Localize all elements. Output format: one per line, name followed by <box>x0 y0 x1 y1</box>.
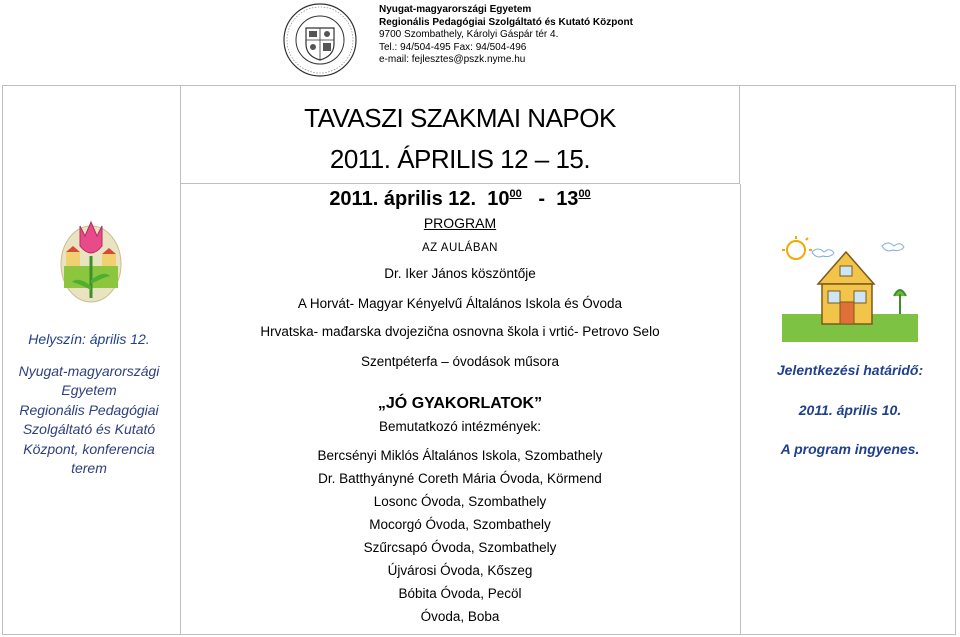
schedule-date: 2011. április 12. <box>329 188 477 210</box>
institution-item: Losonc Óvoda, Szombathely <box>373 494 547 509</box>
program-welcome: Dr. Iker János köszöntője <box>384 266 536 281</box>
free-program-note: A program ingyenes. <box>780 441 920 457</box>
institution-item: Óvoda, Boba <box>420 609 500 624</box>
venue-info <box>4 330 174 479</box>
venue-label: Helyszín: április 12. <box>28 331 150 347</box>
header-university: Nyugat-magyarországi Egyetem <box>379 4 532 15</box>
venue-line: Központ, konferencia <box>23 440 155 457</box>
venue-line: Nyugat-magyarországi <box>18 362 160 379</box>
deadline-label: Jelentkezési határidő: <box>776 362 924 378</box>
deadline-date: 2011. április 10. <box>798 402 902 418</box>
presenting-label: Bemutatkozó intézmények: <box>378 419 542 434</box>
start-hour: 10 <box>487 188 510 210</box>
institution-item: Bóbita Óvoda, Pecöl <box>398 586 522 601</box>
header-phone-fax: Tel.: 94/504-495 Fax: 94/504-496 <box>379 41 527 53</box>
header-center: Regionális Pedagógiai Szolgáltató és Kutató Központ <box>379 16 633 28</box>
venue-line: Szolgáltató és Kutató <box>22 421 156 437</box>
institution-item: Bercsényi Miklós Általános Iskola, Szombathely <box>317 448 603 463</box>
institution-item: Mocorgó Óvoda, Szombathely <box>369 517 551 532</box>
tulip-clipart-icon <box>58 216 124 304</box>
university-seal-icon <box>282 2 358 78</box>
good-practice-heading: „JÓ GYAKORLATOK” <box>377 395 543 412</box>
header-email: e-mail: fejlesztes@pszk.nyme.hu <box>379 54 526 66</box>
program-show: Szentpéterfa – óvodások műsora <box>360 354 560 369</box>
schedule-line <box>180 188 740 211</box>
program-school-hu: A Horvát- Magyar Kényelvű Általános Iskola és Óvoda <box>297 296 623 311</box>
program-school-hr: Hrvatska- mađarska dvojezična osnovna škola i vrtić- Petrovo Selo <box>260 324 660 339</box>
house-clipart-icon <box>782 236 918 342</box>
venue-line: terem <box>71 460 107 476</box>
end-minutes: 00 <box>578 188 591 200</box>
end-hour: 13 <box>556 188 579 210</box>
event-dates: 2011. ÁPRILIS 12 – 15. <box>329 144 591 174</box>
start-minutes: 00 <box>509 188 522 200</box>
venue-line: Regionális Pedagógiai <box>19 401 159 418</box>
institution-header <box>379 4 633 67</box>
institution-item: Szűrcsapó Óvoda, Szombathely <box>363 540 557 555</box>
venue-line: Egyetem <box>61 382 117 398</box>
institution-item: Újvárosi Óvoda, Kőszeg <box>387 563 533 578</box>
institution-item: Dr. Batthyányné Coreth Mária Óvoda, Körmend <box>318 471 602 486</box>
program-heading: PROGRAM <box>423 215 497 231</box>
header-address: 9700 Szombathely, Károlyi Gáspár tér 4. <box>379 29 559 41</box>
event-title: TAVASZI SZAKMAI NAPOK <box>304 103 616 133</box>
program-venue: AZ AULÁBAN <box>422 242 498 254</box>
right-column-divider <box>740 184 741 635</box>
time-separator: - <box>538 188 546 210</box>
